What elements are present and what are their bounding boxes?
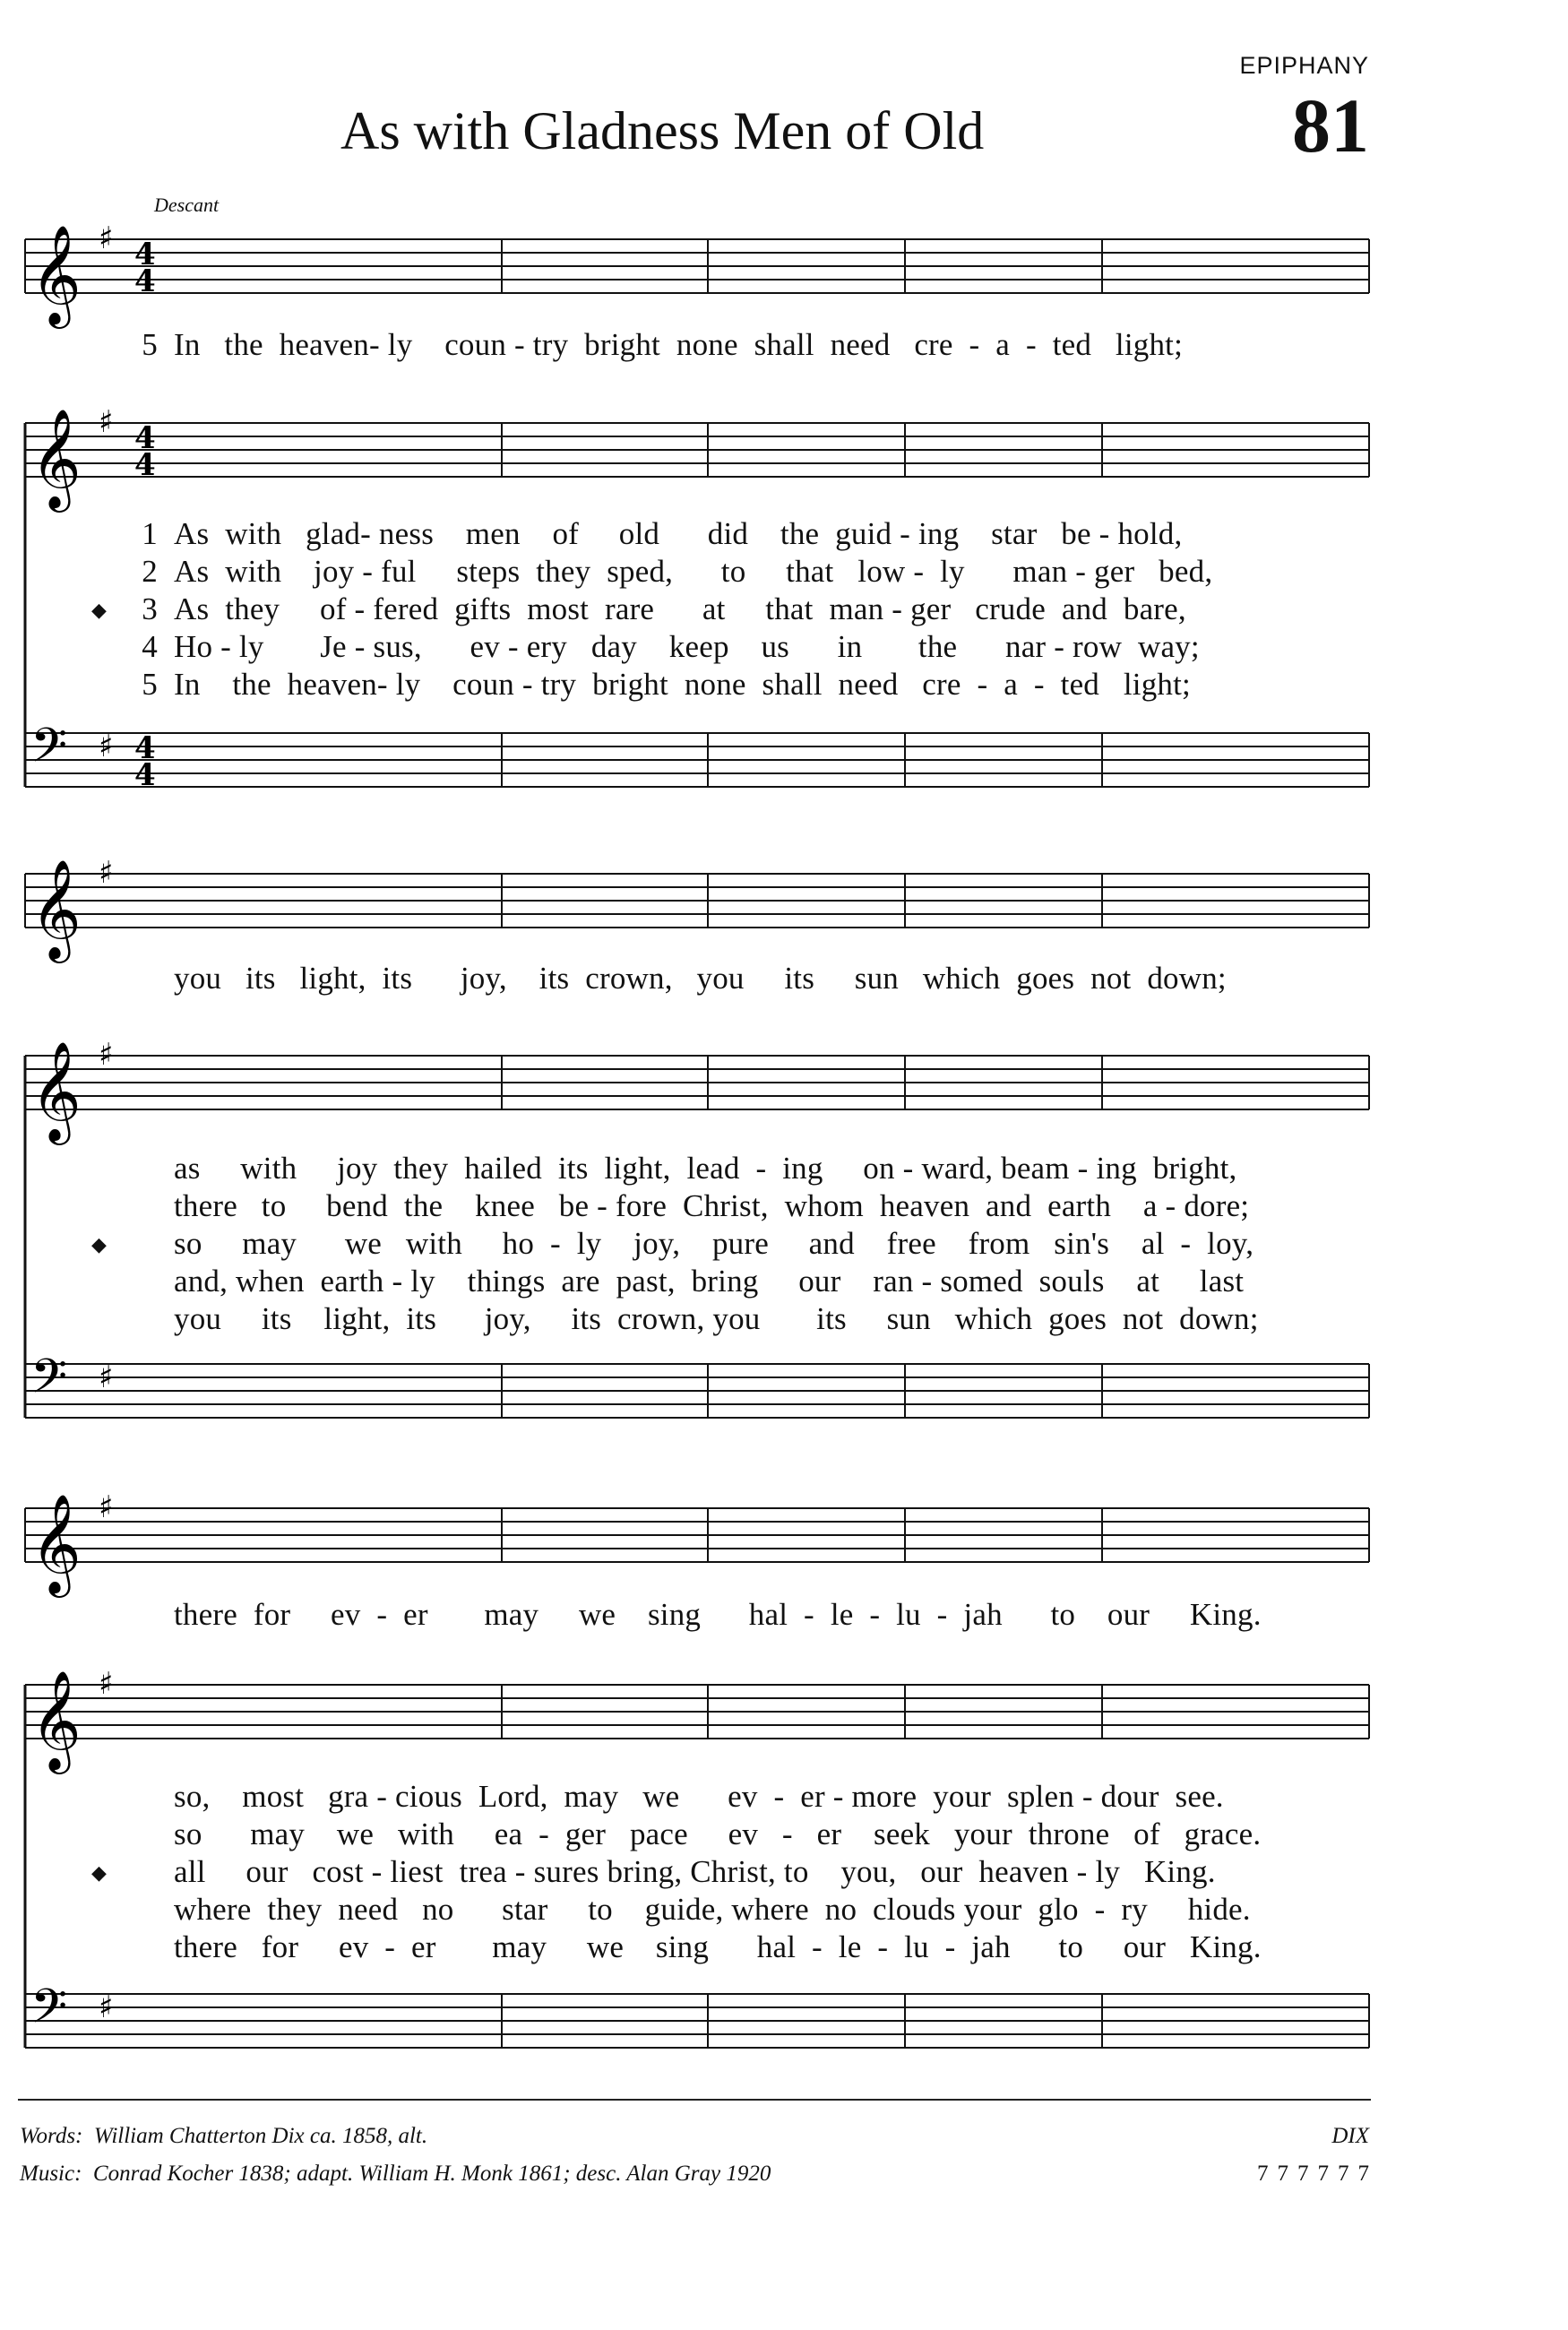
key-signature-sharp-icon: ♯ [99, 1359, 114, 1395]
key-signature-sharp-icon: ♯ [99, 220, 114, 256]
diamond-marker-icon: ◆ [91, 1233, 107, 1256]
diamond-marker-icon: ◆ [91, 599, 107, 621]
key-signature-sharp-icon: ♯ [99, 729, 114, 764]
key-signature-sharp-icon: ♯ [99, 1037, 114, 1073]
time-signature-top: 4 [134, 730, 156, 766]
music-credit: Music: Conrad Kocher 1838; adapt. William H. Monk 1861; desc. Alan Gray 1920 [20, 2162, 771, 2186]
key-signature-sharp-icon: ♯ [99, 404, 114, 440]
verse-line: as with joy they hailed its light, lead - ing on - ward, beam - ing bright, [174, 1151, 1237, 1186]
hymn-number: 81 [1292, 82, 1369, 168]
verse-line: there to bend the knee be - fore Christ, whom heaven and earth a - dore; [174, 1188, 1250, 1223]
treble-clef-icon: 𝄞 [30, 408, 82, 508]
verse-line: 1 As with glad- ness men of old did the guid - ing star be - hold, [142, 516, 1183, 551]
verse-line: so may we with ea - ger pace ev - er seek your throne of grace. [174, 1817, 1262, 1851]
bass-clef-icon: 𝄢 [30, 719, 68, 785]
key-signature-sharp-icon: ♯ [99, 1489, 114, 1525]
key-signature-sharp-icon: ♯ [99, 1989, 114, 2025]
time-signature-bottom: 4 [134, 757, 156, 793]
verse-line: you its light, its joy, its crown, you its sun which goes not down; [174, 1301, 1259, 1336]
treble-clef-icon: 𝄞 [30, 859, 82, 959]
season-label: EPIPHANY [1239, 52, 1369, 79]
verse-line: where they need no star to guide, where no clouds your glo - ry hide. [174, 1892, 1251, 1927]
tune-name: DIX [1331, 2124, 1369, 2148]
bass-clef-icon: 𝄢 [30, 1980, 68, 2046]
time-signature-top: 4 [134, 237, 156, 272]
treble-clef-icon: 𝄞 [30, 1493, 82, 1593]
treble-clef-icon: 𝄞 [30, 1040, 82, 1141]
verse-line: 5 In the heaven- ly coun - try bright none shall need cre - a - ted light; [142, 667, 1191, 702]
descant-lyric-line: you its light, its joy, its crown, you its sun which goes not down; [174, 961, 1227, 996]
descant-lyric-line: 5 In the heaven- ly coun - try bright none shall need cre - a - ted light; [142, 327, 1184, 362]
verse-line: 3 As they of - fered gifts most rare at that man - ger crude and bare, [142, 591, 1186, 626]
footer-divider [18, 2099, 1371, 2101]
diamond-marker-icon: ◆ [91, 1861, 107, 1884]
key-signature-sharp-icon: ♯ [99, 1666, 114, 1702]
treble-clef-icon: 𝄞 [30, 224, 82, 324]
verse-line: so, most gra - cious Lord, may we ev - er - more your splen - dour see. [174, 1779, 1224, 1814]
time-signature-top: 4 [134, 420, 156, 456]
key-signature-sharp-icon: ♯ [99, 855, 114, 891]
verse-line: so may we with ho - ly joy, pure and free from sin's al - loy, [174, 1226, 1254, 1261]
words-credit: Words: William Chatterton Dix ca. 1858, alt. [20, 2124, 428, 2148]
verse-line: 2 As with joy - ful steps they sped, to that low - ly man - ger bed, [142, 554, 1213, 589]
meter: 777777 [1257, 2162, 1378, 2186]
time-signature-bottom: 4 [134, 263, 156, 299]
descant-label: Descant [154, 194, 220, 216]
hymn-title: As with Gladness Men of Old [340, 101, 985, 160]
time-signature-bottom: 4 [134, 447, 156, 483]
verse-line: all our cost - liest trea - sures bring, Christ, to you, our heaven - ly King. [174, 1854, 1216, 1889]
verse-line: there for ev - er may we sing hal - le - lu - jah to our King. [174, 1929, 1262, 1964]
verse-line: and, when earth - ly things are past, bring our ran - somed souls at last [174, 1264, 1245, 1299]
verse-line: 4 Ho - ly Je - sus, ev - ery day keep us in the nar - row way; [142, 629, 1200, 664]
treble-clef-icon: 𝄞 [30, 1670, 82, 1770]
bass-clef-icon: 𝄢 [30, 1350, 68, 1416]
descant-lyric-line: there for ev - er may we sing hal - le - lu - jah to our King. [174, 1597, 1262, 1632]
